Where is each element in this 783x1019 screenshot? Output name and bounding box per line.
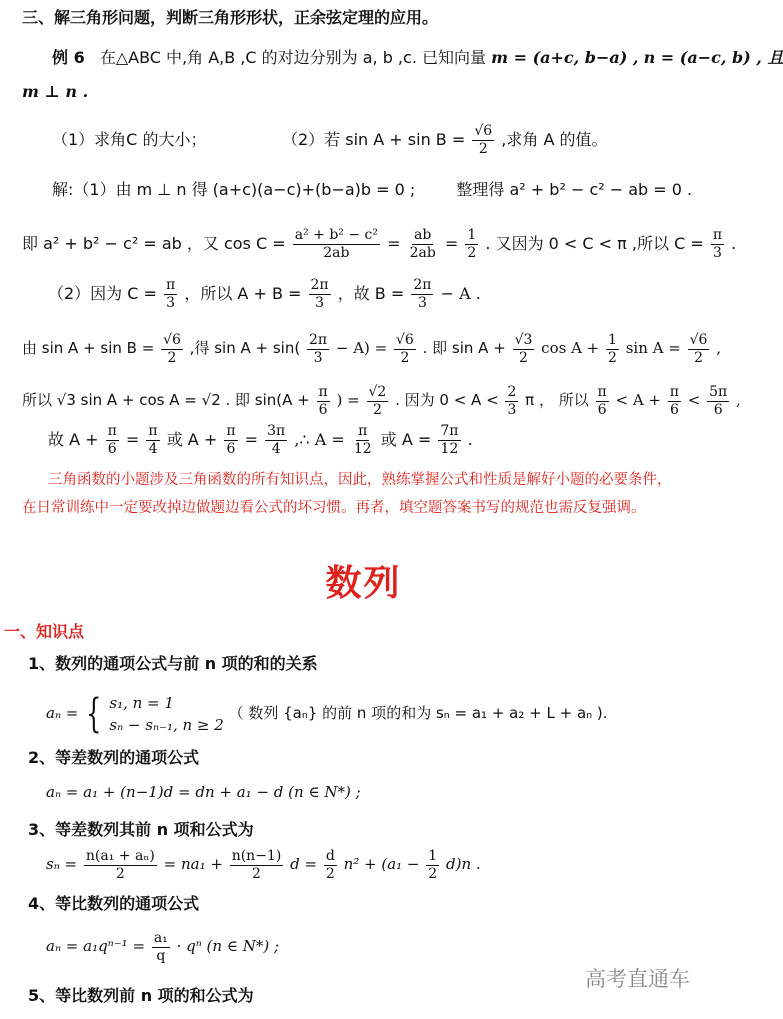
k1-case-2: sₙ − sₙ₋₁, n ≥ 2: [109, 716, 224, 734]
s2-f4-den: 3: [712, 245, 722, 261]
s2-f4-num: π: [712, 227, 723, 243]
s4-frac-1: [161, 332, 183, 367]
s4-f5-num: 1: [608, 331, 617, 348]
s4-text-g: ,: [716, 339, 721, 357]
s4-f2-num: 2π: [308, 331, 328, 348]
s4-f2-den: 3: [313, 349, 323, 366]
s6-text-b: =: [125, 430, 140, 449]
s6-f4-den: 4: [271, 441, 281, 457]
k3-f4-den: 2: [428, 865, 438, 882]
s5-frac-5: [668, 384, 681, 419]
q2-frac-num: √6: [474, 123, 493, 139]
s2-frac-3: [465, 227, 478, 262]
s3-f3-den: 3: [417, 295, 427, 311]
k1-title: 1、数列的通项公式与前 n 项的和的关系: [28, 654, 318, 673]
example-label: 例 6: [52, 48, 85, 67]
k3-title: 3、等差数列其前 n 项和公式为: [28, 820, 254, 839]
s6-f1-den: 6: [107, 441, 117, 457]
note-line-2: 在日常训练中一定要改掉边做题边看公式的坏习惯。再者，填空题答案书写的规范也需反复强调。: [22, 500, 646, 516]
s4-frac-5: [606, 332, 619, 367]
s2-text-b: . 又因为 0 < C < π ,所以 C =: [485, 234, 704, 253]
q2-fraction: [472, 123, 494, 158]
k4-f1-den: q: [156, 947, 166, 964]
s5-f2-num: √2: [368, 383, 387, 400]
k3-text-c: d =: [290, 855, 318, 873]
s3-text-c: ，故 B =: [337, 284, 405, 303]
s3-frac-2: [309, 277, 331, 312]
s5-f6-den: 6: [713, 401, 723, 418]
k3-text-b: = na₁ +: [163, 855, 223, 873]
vector-m: m = (a+c, b−a) ,: [491, 48, 639, 67]
s5-frac-2: [367, 384, 389, 419]
s2-eq-1: =: [387, 234, 401, 253]
s6-text-g: .: [467, 430, 473, 449]
k1-cases: [109, 692, 223, 736]
s2-frac-4: [711, 227, 724, 262]
s3-f1-num: π: [166, 277, 176, 293]
s2-f3-den: 2: [467, 245, 477, 261]
section-heading: 三、解三角形问题，判断三角形形状，正余弦定理的应用。: [22, 8, 439, 27]
k1-lhs: aₙ =: [46, 704, 79, 722]
s6-text-a: 故 A +: [48, 430, 99, 449]
s4-f6-num: √6: [689, 331, 708, 348]
s6-f4-num: 3π: [267, 423, 286, 439]
s6-f2-num: π: [148, 423, 158, 439]
s2-text-c: .: [731, 234, 737, 253]
s4-text-a: 由 sin A + sin B =: [22, 339, 155, 357]
s4-frac-3: [394, 332, 416, 367]
s5-f3-num: 2: [507, 383, 517, 400]
solution-step-1b: 整理得 a² + b² − c² − ab = 0 .: [456, 180, 693, 199]
question-1: （1）求角C 的大小；: [52, 130, 207, 149]
s5-f2-den: 2: [372, 401, 382, 418]
s5-f4-num: π: [597, 383, 607, 400]
k3-f2-num: n(n−1): [231, 847, 282, 864]
s2-f1-den: 2ab: [323, 245, 350, 261]
knowledge-heading: 一、知识点: [4, 622, 85, 641]
s3-f3-num: 2π: [413, 277, 432, 293]
k3-f3-num: d: [325, 847, 335, 864]
s6-frac-4: [265, 423, 287, 458]
k3-f3-den: 2: [325, 865, 335, 882]
question-2: [282, 122, 608, 158]
s5-text-b: ) =: [336, 391, 360, 409]
s4-f4-den: 2: [519, 349, 528, 366]
k3-f4-num: 1: [428, 847, 438, 864]
s5-f1-num: π: [318, 383, 328, 400]
k3-text-e: d)n .: [446, 855, 481, 873]
s3-frac-3: [411, 277, 433, 312]
q2-text: （2）若 sin A + sin B =: [282, 130, 466, 149]
s6-f5-num: π: [358, 423, 368, 439]
solution-line-6: [48, 420, 473, 460]
k3-text-a: sₙ =: [46, 855, 78, 873]
s3-text-a: （2）因为 C =: [48, 284, 157, 303]
s2-text-a: 即 a² + b² − c² = ab ，又 cos C =: [22, 234, 286, 253]
s6-text-c: 或 A +: [166, 430, 218, 449]
k3-text-d: n² + (a₁ −: [343, 855, 420, 873]
brace-symbol: {: [86, 691, 102, 737]
q2-text-end: ,求角 A 的值。: [501, 130, 608, 149]
k4-frac-1: [152, 930, 170, 965]
s3-f1-den: 3: [166, 295, 176, 311]
k3-f2-den: 2: [252, 865, 261, 882]
s4-text-c: − A) =: [335, 339, 388, 357]
k4-title: 4、等比数列的通项公式: [28, 894, 200, 913]
s4-text-e: cos A +: [541, 339, 600, 357]
s6-frac-5: [352, 423, 374, 458]
s5-frac-1: [317, 384, 330, 419]
s4-f1-num: √6: [163, 331, 181, 348]
k3-frac-1: [84, 848, 157, 883]
s6-text-f: 或 A =: [380, 430, 432, 449]
k1-formula: [46, 690, 608, 736]
k3-frac-2: [230, 848, 284, 883]
watermark: 高考直通车: [585, 967, 690, 991]
s6-text-d: =: [244, 430, 259, 449]
s5-text-a: 所以 √3 sin A + cos A = √2 . 即 sin(A +: [22, 391, 310, 409]
s6-f6-den: 12: [440, 441, 459, 457]
s2-f1-num: a² + b² − c²: [294, 227, 378, 243]
s2-eq-2: =: [444, 234, 459, 253]
k2-formula-text: aₙ = a₁ + (n−1)d = dn + a₁ − d (n ∈ N*) ;: [46, 783, 361, 801]
k5-title: 5、等比数列前 n 项的和公式为: [28, 986, 254, 1005]
s6-frac-2: [146, 423, 159, 458]
s5-frac-3: [505, 384, 518, 419]
s3-f2-num: 2π: [310, 277, 329, 293]
k4-text-a: aₙ = a₁qⁿ⁻¹ =: [46, 937, 146, 955]
k4-formula: [46, 926, 279, 966]
solution-step-1: 解:（1）由 m ⊥ n 得 (a+c)(a−c)+(b−a)b = 0 ;: [52, 180, 416, 199]
k3-frac-3: [324, 848, 337, 883]
k4-text-b: · qⁿ (n ∈ N*) ;: [176, 937, 279, 955]
k3-f1-den: 2: [115, 865, 125, 882]
solution-line-3: [48, 274, 481, 314]
example-stem: [52, 48, 783, 68]
s5-f5-den: 6: [669, 401, 679, 418]
solution-line-5: [22, 380, 741, 420]
s6-frac-6: [438, 423, 460, 458]
s4-f4-num: √3: [514, 331, 533, 348]
solution-line-2: [22, 224, 736, 264]
k3-formula: [46, 844, 481, 884]
s2-f2-num: ab: [414, 227, 432, 243]
example-text: 在△ABC 中,角 A,B ,C 的对边分别为 a, b ,c. 已知向量: [99, 48, 486, 67]
s4-f3-den: 2: [400, 349, 410, 366]
s3-frac-1: [164, 277, 177, 312]
s6-f6-num: 7π: [440, 423, 459, 439]
s6-f1-num: π: [107, 423, 117, 439]
s6-text-e: ,∴ A =: [294, 430, 345, 449]
page-title: 数列: [325, 563, 402, 604]
s5-text-f: <: [687, 391, 701, 409]
s5-f3-den: 3: [507, 401, 517, 418]
q2-frac-den: 2: [478, 141, 488, 157]
example-condition: m ⊥ n .: [22, 82, 89, 101]
s5-text-e: < A +: [615, 391, 662, 409]
s4-f3-num: √6: [396, 331, 414, 348]
s2-f3-num: 1: [467, 227, 477, 243]
s5-f1-den: 6: [318, 401, 328, 418]
k1-case-1: s₁, n = 1: [109, 694, 174, 712]
s4-text-f: sin A =: [625, 339, 681, 357]
s3-text-b: ，所以 A + B =: [184, 284, 302, 303]
s3-f2-den: 3: [315, 295, 325, 311]
solution-line-1: [52, 180, 692, 200]
s5-text-c: . 因为 0 < A <: [395, 391, 499, 409]
s4-f1-den: 2: [167, 349, 177, 366]
k2-title: 2、等差数列的通项公式: [28, 748, 200, 767]
s2-f2-den: 2ab: [409, 245, 436, 261]
k4-f1-num: a₁: [153, 929, 168, 946]
s3-text-d: − A .: [440, 284, 481, 303]
s6-f3-num: π: [226, 423, 236, 439]
s5-frac-6: [707, 384, 729, 419]
s4-frac-4: [513, 332, 535, 367]
s6-frac-1: [106, 423, 119, 458]
s2-frac-1: [293, 227, 380, 262]
vector-n: n = (a−c, b) , 且: [643, 48, 783, 67]
note-line-1: 三角函数的小题涉及三角函数的所有知识点，因此，熟练掌握公式和性质是解好小题的必要条件，: [48, 472, 672, 488]
s6-frac-3: [224, 423, 237, 458]
s6-f3-den: 6: [226, 441, 236, 457]
s5-text-d: π ， 所以: [525, 391, 589, 409]
s4-f5-den: 2: [608, 349, 617, 366]
k3-f1-num: n(a₁ + aₙ): [85, 847, 155, 864]
s4-f6-den: 2: [694, 349, 703, 366]
s5-f6-num: 5π: [709, 383, 728, 400]
s5-text-g: ,: [736, 391, 741, 409]
s6-f2-den: 4: [148, 441, 158, 457]
k3-frac-4: [426, 848, 439, 883]
k2-formula: [46, 782, 361, 802]
solution-line-4: [22, 328, 721, 368]
s4-frac-6: [688, 332, 710, 367]
s5-f5-num: π: [669, 383, 679, 400]
k1-rhs: （ 数列 {aₙ} 的前 n 项的和为 sₙ = a₁ + a₂ + L + aₙ ).: [228, 704, 608, 722]
s4-text-d: . 即 sin A +: [422, 339, 506, 357]
s5-f4-den: 6: [597, 401, 607, 418]
s6-f5-den: 12: [353, 441, 372, 457]
s4-frac-2: [307, 332, 329, 367]
s5-frac-4: [596, 384, 609, 419]
s4-text-b: ,得 sin A + sin(: [189, 339, 301, 357]
s2-frac-2: [408, 227, 438, 262]
